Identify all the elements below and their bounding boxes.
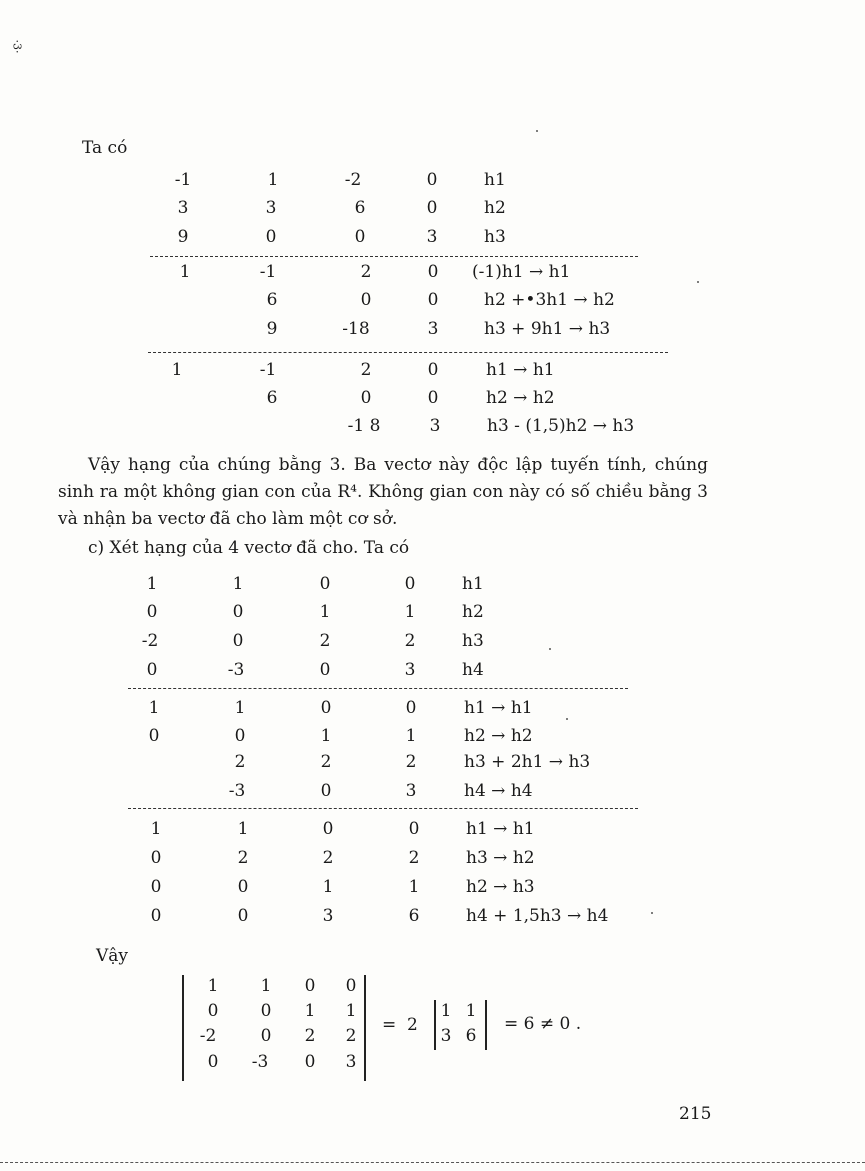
row-operation: h3 - (1,5)h2 → h3 — [487, 416, 635, 436]
matrix-cell: -1 — [174, 170, 192, 190]
row-operation: h2 → h2 — [486, 388, 555, 408]
matrix-cell: 0 — [150, 906, 162, 926]
det-cell: 2 — [345, 1026, 357, 1046]
scan-speck — [536, 130, 538, 132]
matrix-cell: 0 — [237, 877, 249, 897]
matrix-cell: 2 — [405, 752, 417, 772]
det-cell: 0 — [304, 1052, 316, 1072]
page-edge-rule — [0, 1162, 865, 1163]
matrix-cell: 2 — [237, 848, 249, 868]
matrix-cell: 0 — [404, 574, 416, 594]
matrix-cell: 3 — [426, 227, 438, 247]
matrix-cell: 0 — [426, 170, 438, 190]
determinant-result: = 6 ≠ 0 . — [504, 1014, 582, 1034]
divider — [148, 352, 668, 353]
row-operation: h1 — [484, 170, 506, 190]
matrix-cell: 1 — [405, 726, 417, 746]
row-operation: h1 → h1 — [486, 360, 555, 380]
part-c-heading: c) Xét hạng của 4 vectơ đã cho. Ta có — [88, 538, 410, 558]
matrix-cell: 1 — [404, 602, 416, 622]
row-operation: h1 → h1 — [464, 698, 533, 718]
matrix-cell: 1 — [319, 602, 331, 622]
matrix-cell: -1 — [259, 262, 277, 282]
matrix-cell: 6 — [266, 290, 278, 310]
row-operation: h2 → h3 — [466, 877, 535, 897]
row-operation: h3 + 2h1 → h3 — [464, 752, 591, 772]
matrix-cell: 1 — [322, 877, 334, 897]
matrix-cell: 0 — [232, 631, 244, 651]
matrix-cell: 0 — [148, 726, 160, 746]
matrix-cell: 0 — [360, 290, 372, 310]
matrix-cell: 3 — [265, 198, 277, 218]
matrix-cell: 0 — [427, 360, 439, 380]
det-cell: 0 — [260, 1026, 272, 1046]
matrix-cell: 2 — [320, 752, 332, 772]
det-cell: 6 — [465, 1026, 477, 1046]
scan-speck — [697, 281, 699, 283]
det-cell: 1 — [304, 1001, 316, 1021]
matrix-cell: 0 — [408, 819, 420, 839]
matrix-cell: 0 — [146, 602, 158, 622]
det-cell: 0 — [304, 976, 316, 996]
matrix-cell: 3 — [177, 198, 189, 218]
det-cell: 0 — [345, 976, 357, 996]
matrix-cell: 0 — [319, 574, 331, 594]
scan-speck — [566, 718, 568, 720]
matrix-cell: 0 — [234, 726, 246, 746]
conclusion-label: Vậy — [96, 946, 129, 966]
row-operation: h2 — [484, 198, 506, 218]
det-cell: 0 — [207, 1052, 219, 1072]
scan-speck — [549, 648, 551, 650]
matrix-cell: 6 — [354, 198, 366, 218]
matrix-cell: 9 — [266, 319, 278, 339]
matrix-cell: 2 — [322, 848, 334, 868]
matrix-cell: -18 — [342, 319, 370, 339]
row-operation: h3 + 9h1 → h3 — [484, 319, 611, 339]
matrix-cell: 0 — [150, 877, 162, 897]
matrix-cell: 0 — [320, 698, 332, 718]
matrix-cell: 2 — [319, 631, 331, 651]
matrix-cell: 1 — [267, 170, 279, 190]
matrix-cell: 0 — [319, 660, 331, 680]
det-cell: 0 — [260, 1001, 272, 1021]
det-cell: 1 — [465, 1001, 477, 1021]
determinant-bar-right — [364, 975, 366, 1081]
matrix-cell: 3 — [405, 781, 417, 801]
matrix-cell: 0 — [320, 781, 332, 801]
matrix-cell: 2 — [234, 752, 246, 772]
matrix-cell: -1 — [259, 360, 277, 380]
coefficient: 2 — [407, 1015, 418, 1035]
row-operation: h4 + 1,5h3 → h4 — [466, 906, 609, 926]
divider — [128, 808, 638, 809]
matrix-cell: 0 — [265, 227, 277, 247]
matrix-cell: 0 — [237, 906, 249, 926]
matrix-cell: 0 — [426, 198, 438, 218]
margin-mark: ·3· — [10, 39, 24, 54]
row-operation: h3 → h2 — [466, 848, 535, 868]
matrix-cell: 2 — [360, 360, 372, 380]
matrix-cell: 1 — [237, 819, 249, 839]
det-cell: 0 — [207, 1001, 219, 1021]
matrix-cell: 0 — [360, 388, 372, 408]
matrix-cell: 3 — [404, 660, 416, 680]
paragraph-rank-conclusion — [58, 452, 708, 533]
matrix-cell: -3 — [227, 660, 245, 680]
det-cell: 1 — [440, 1001, 452, 1021]
matrix-cell: -1 8 — [347, 416, 381, 436]
matrix-cell: 0 — [427, 290, 439, 310]
matrix-cell: 0 — [354, 227, 366, 247]
matrix-cell: 0 — [405, 698, 417, 718]
matrix-cell: 1 — [171, 360, 183, 380]
scan-speck — [651, 912, 653, 914]
row-operation: h1 → h1 — [466, 819, 535, 839]
paragraph-text: Vậy hạng của chúng bằng 3. Ba vectơ này độc lập tuyến tính, chúng sinh ra một không gian con của R⁴. Không gian con này có số chiều bằng 3 và nhận ba vectơ đã cho làm một cơ sở. — [58, 455, 708, 529]
matrix-cell: 0 — [146, 660, 158, 680]
matrix-cell: 1 — [148, 698, 160, 718]
matrix-cell: -2 — [344, 170, 362, 190]
matrix-cell: 9 — [177, 227, 189, 247]
matrix-cell: 1 — [146, 574, 158, 594]
det-cell: 1 — [260, 976, 272, 996]
matrix-cell: 1 — [234, 698, 246, 718]
matrix-cell: 2 — [404, 631, 416, 651]
det-cell: 1 — [345, 1001, 357, 1021]
row-operation: h3 — [462, 631, 484, 651]
row-operation: h4 → h4 — [464, 781, 533, 801]
matrix-cell: 2 — [408, 848, 420, 868]
matrix-cell: 1 — [150, 819, 162, 839]
matrix-cell: 6 — [266, 388, 278, 408]
det-cell: -2 — [199, 1026, 217, 1046]
matrix-cell: 6 — [408, 906, 420, 926]
matrix-cell: 2 — [360, 262, 372, 282]
matrix-cell: 1 — [408, 877, 420, 897]
intro-text: Ta có — [82, 138, 128, 158]
det-cell: -3 — [251, 1052, 269, 1072]
determinant-bar-right — [485, 1000, 487, 1050]
divider — [150, 256, 638, 257]
det-cell: 1 — [207, 976, 219, 996]
matrix-cell: 0 — [150, 848, 162, 868]
row-operation: h2 — [462, 602, 484, 622]
matrix-cell: 0 — [322, 819, 334, 839]
matrix-cell: 1 — [232, 574, 244, 594]
matrix-cell: 0 — [427, 262, 439, 282]
row-operation: h4 — [462, 660, 484, 680]
row-operation: (-1)h1 → h1 — [472, 262, 571, 282]
determinant-bar-left — [182, 975, 184, 1081]
matrix-cell: 3 — [429, 416, 441, 436]
det-cell: 3 — [440, 1026, 452, 1046]
matrix-cell: 1 — [320, 726, 332, 746]
matrix-cell: 0 — [427, 388, 439, 408]
divider — [128, 688, 628, 689]
equals-sign: = — [382, 1015, 397, 1035]
row-operation: h1 — [462, 574, 484, 594]
page-number: 215 — [679, 1104, 712, 1124]
matrix-cell: -3 — [228, 781, 246, 801]
matrix-cell: 0 — [232, 602, 244, 622]
matrix-cell: 3 — [427, 319, 439, 339]
matrix-cell: 3 — [322, 906, 334, 926]
matrix-cell: -2 — [141, 631, 159, 651]
det-cell: 3 — [345, 1052, 357, 1072]
row-operation: h3 — [484, 227, 506, 247]
det-cell: 2 — [304, 1026, 316, 1046]
row-operation: h2 → h2 — [464, 726, 533, 746]
matrix-cell: 1 — [179, 262, 191, 282]
determinant-bar-left — [434, 1000, 436, 1050]
row-operation: h2 +•3h1 → h2 — [484, 290, 615, 310]
